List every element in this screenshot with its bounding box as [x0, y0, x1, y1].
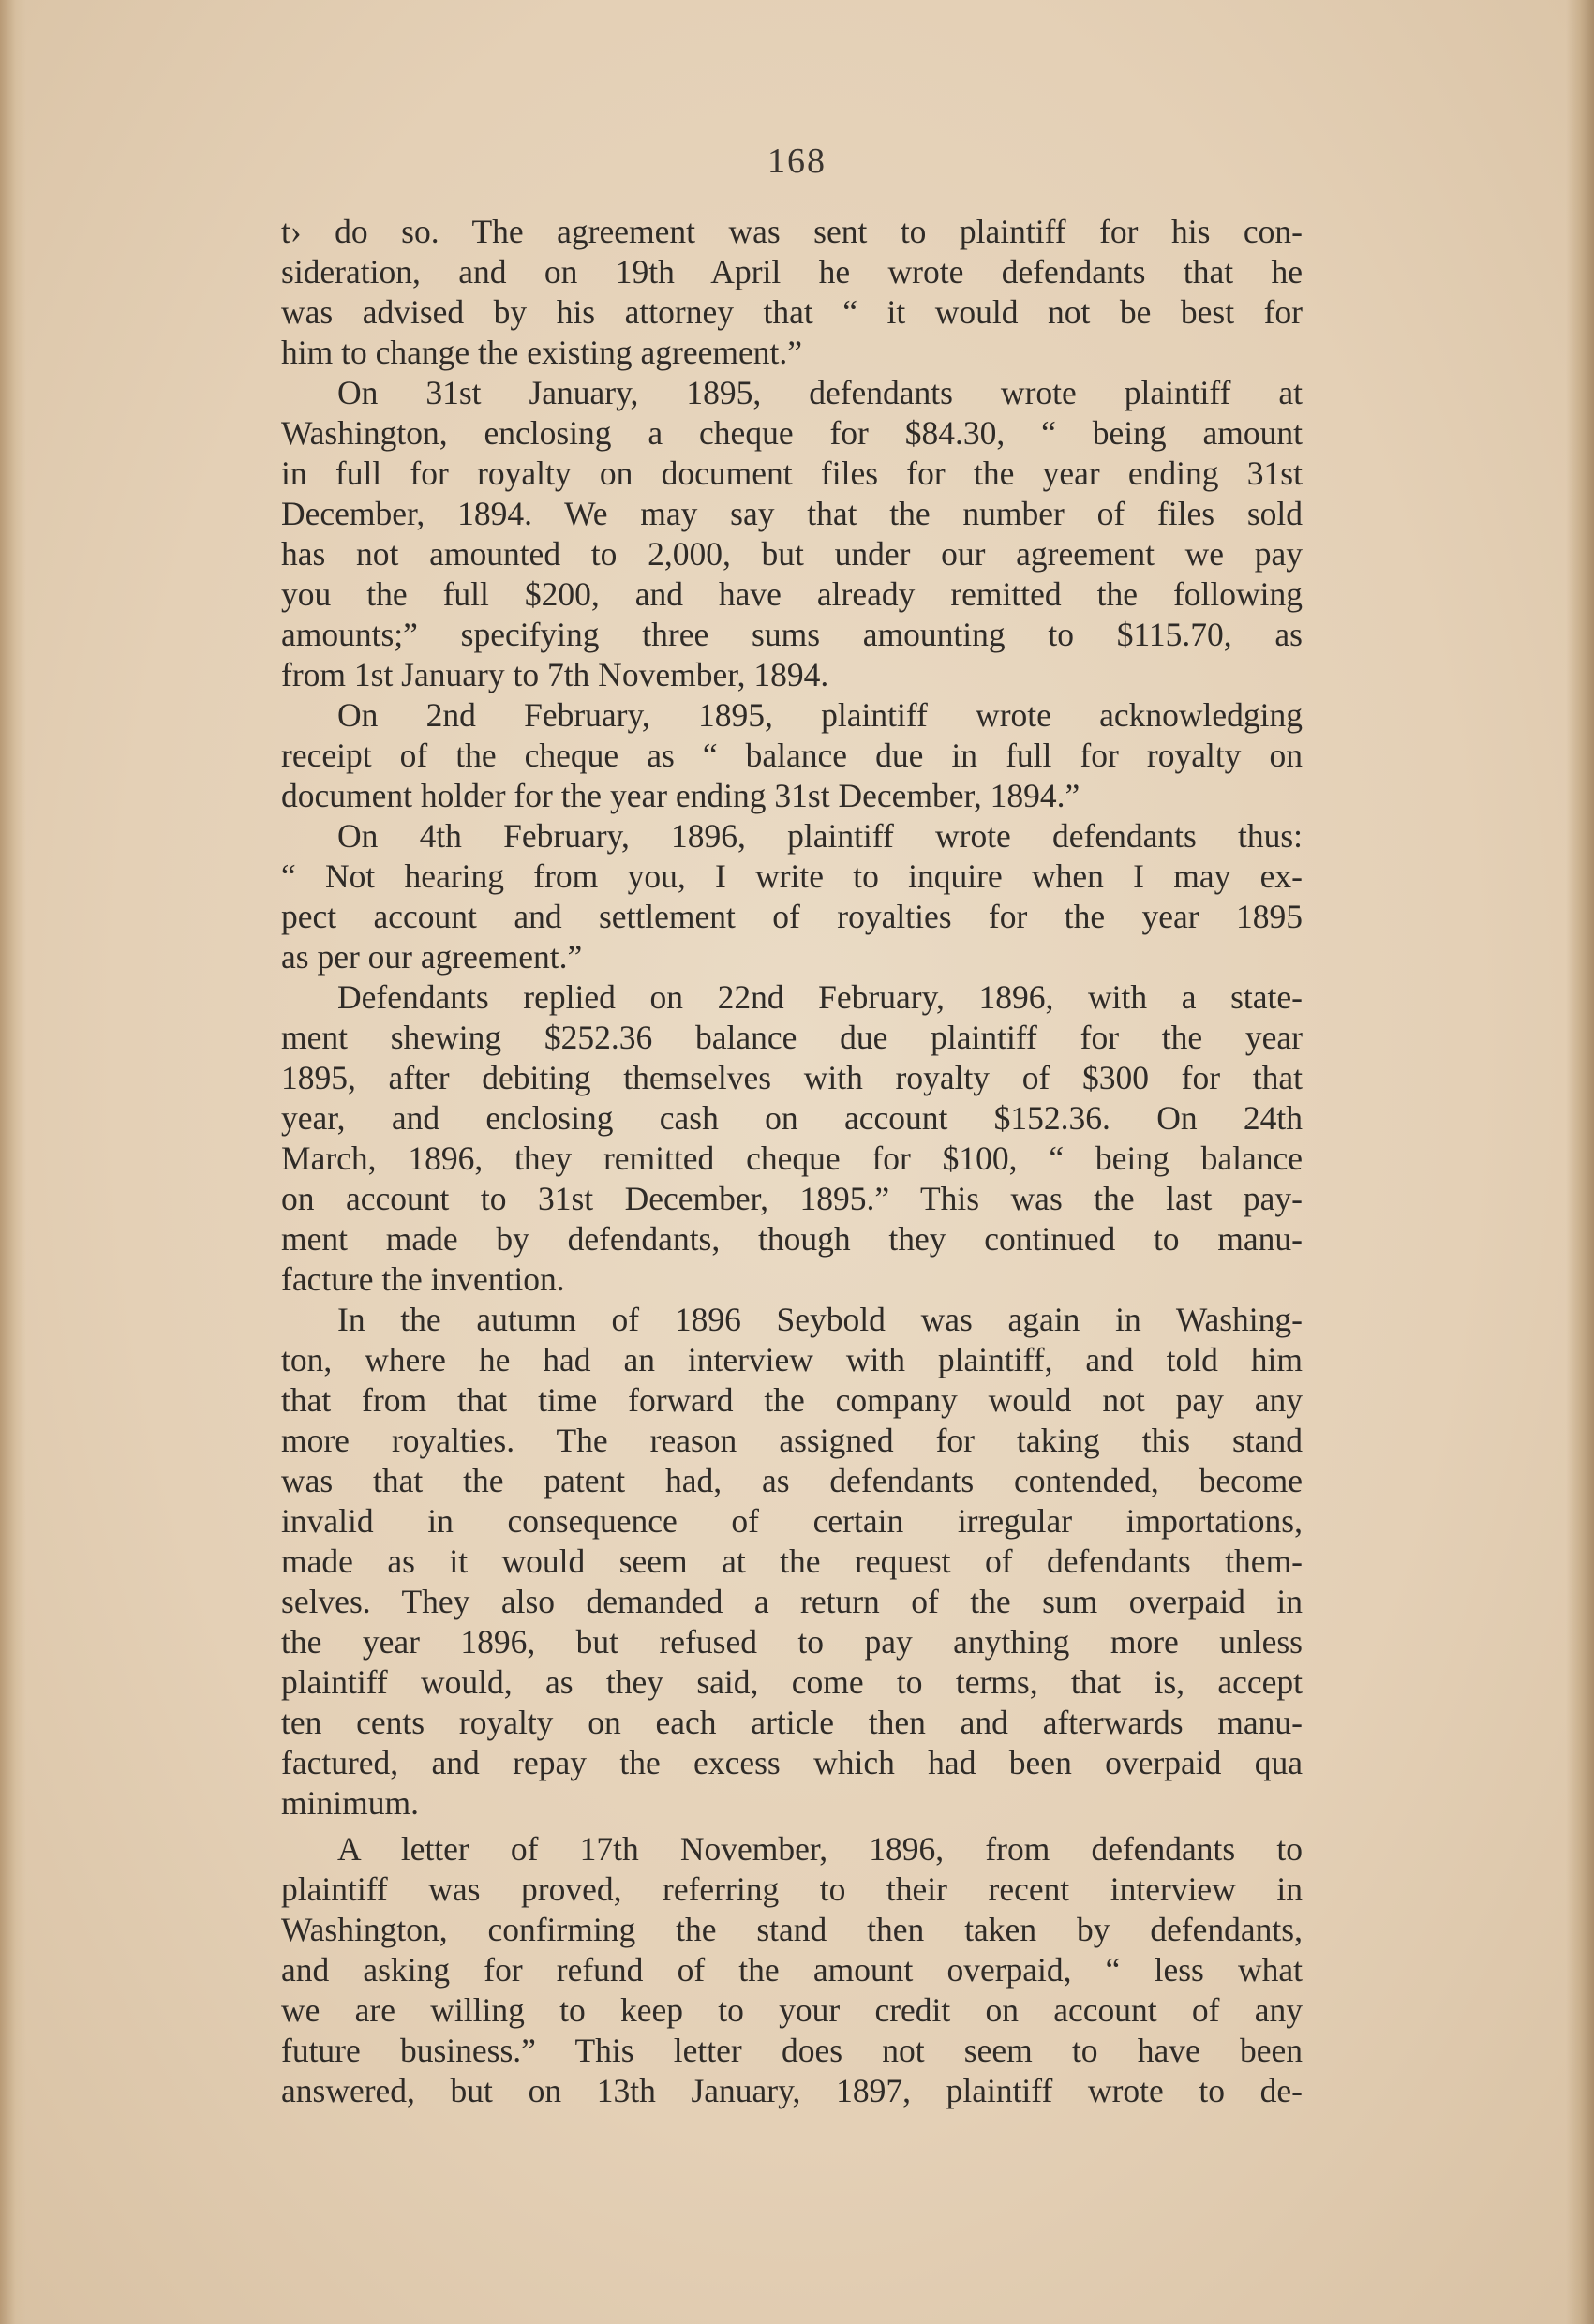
text-line: pect account and settlement of royalties for the year 1895	[281, 898, 1303, 935]
page-edge-shadow	[1566, 0, 1594, 2324]
text-line: ment made by defendants, though they continued to manu-	[281, 1220, 1303, 1258]
text-line: minimum.	[281, 1784, 419, 1822]
text-line: future business.” This letter does not seem to have been	[281, 2032, 1303, 2069]
text-line: March, 1896, they remitted cheque for $100, “ being balance	[281, 1140, 1303, 1177]
text-line: Washington, confirming the stand then taken by defendants,	[281, 1911, 1303, 1948]
text-line: selves. They also demanded a return of the sum overpaid in	[281, 1583, 1303, 1620]
text-line: On 2nd February, 1895, plaintiff wrote acknowledging	[337, 696, 1303, 734]
text-line: amounts;” specifying three sums amounting to $115.70, as	[281, 616, 1303, 653]
text-line: A letter of 17th November, 1896, from defendants to	[337, 1830, 1303, 1868]
text-line: ten cents royalty on each article then and afterwards manu-	[281, 1704, 1303, 1741]
text-line: we are willing to keep to your credit on account of any	[281, 1991, 1303, 2029]
page-number: 168	[767, 142, 827, 181]
text-line: Washington, enclosing a cheque for $84.30, “ being amount	[281, 414, 1303, 452]
text-line: was that the patent had, as defendants contended, become	[281, 1462, 1303, 1499]
text-line: plaintiff would, as they said, come to terms, that is, accept	[281, 1663, 1303, 1701]
paragraph	[281, 816, 1303, 977]
paragraph	[281, 695, 1303, 816]
text-line: December, 1894. We may say that the number of files sold	[281, 495, 1303, 532]
text-line: factured, and repay the excess which had been overpaid qua	[281, 1744, 1303, 1781]
text-line: “ Not hearing from you, I write to inquire when I may ex-	[281, 857, 1303, 895]
text-line: 1895, after debiting themselves with royalty of $300 for that	[281, 1059, 1303, 1096]
text-line: ton, where he had an interview with plaintiff, and told him	[281, 1341, 1303, 1378]
text-line: him to change the existing agreement.”	[281, 334, 802, 371]
text-line: year, and enclosing cash on account $152.36. On 24th	[281, 1099, 1303, 1137]
text-line: On 4th February, 1896, plaintiff wrote defendants thus:	[337, 817, 1303, 855]
text-line: that from that time forward the company would not pay any	[281, 1381, 1303, 1419]
text-line: was advised by his attorney that “ it would not be best for	[281, 293, 1303, 331]
text-line: ment shewing $252.36 balance due plaintiff for the year	[281, 1019, 1303, 1056]
text-line: as per our agreement.”	[281, 938, 583, 976]
text-line: plaintiff was proved, referring to their recent interview in	[281, 1870, 1303, 1908]
paragraph	[281, 1829, 1303, 2111]
text-line: document holder for the year ending 31st December, 1894.”	[281, 777, 1080, 814]
text-line: the year 1896, but refused to pay anything more unless	[281, 1623, 1303, 1661]
paragraph	[281, 977, 1303, 1300]
text-line: receipt of the cheque as “ balance due in full for royalty on	[281, 737, 1303, 774]
text-line: answered, but on 13th January, 1897, plaintiff wrote to de-	[281, 2072, 1303, 2109]
text-line: facture the invention.	[281, 1260, 565, 1298]
text-line: Defendants replied on 22nd February, 1896, with a state-	[337, 978, 1303, 1016]
text-line: from 1st January to 7th November, 1894.	[281, 656, 829, 693]
text-line: more royalties. The reason assigned for taking this stand	[281, 1422, 1303, 1459]
text-line: t› do so. The agreement was sent to plaintiff for his con-	[281, 213, 1303, 250]
body-text	[281, 212, 1303, 2111]
text-line: made as it would seem at the request of defendants them-	[281, 1542, 1303, 1580]
text-line: sideration, and on 19th April he wrote defendants that he	[281, 253, 1303, 290]
text-line: in full for royalty on document files for the year ending 31st	[281, 454, 1303, 492]
text-line: on account to 31st December, 1895.” This was the last pay-	[281, 1180, 1303, 1217]
text-line: invalid in consequence of certain irregular importations,	[281, 1502, 1303, 1540]
text-line: and asking for refund of the amount overpaid, “ less what	[281, 1951, 1303, 1989]
paragraph	[281, 1300, 1303, 1824]
text-line: On 31st January, 1895, defendants wrote plaintiff at	[337, 374, 1303, 411]
text-line: In the autumn of 1896 Seybold was again in Washing-	[337, 1301, 1303, 1338]
paragraph	[281, 212, 1303, 373]
text-line: has not amounted to 2,000, but under our agreement we pay	[281, 535, 1303, 573]
text-line: you the full $200, and have already remitted the following	[281, 575, 1303, 613]
page-binding-shadow	[0, 0, 26, 2324]
paragraph	[281, 373, 1303, 695]
